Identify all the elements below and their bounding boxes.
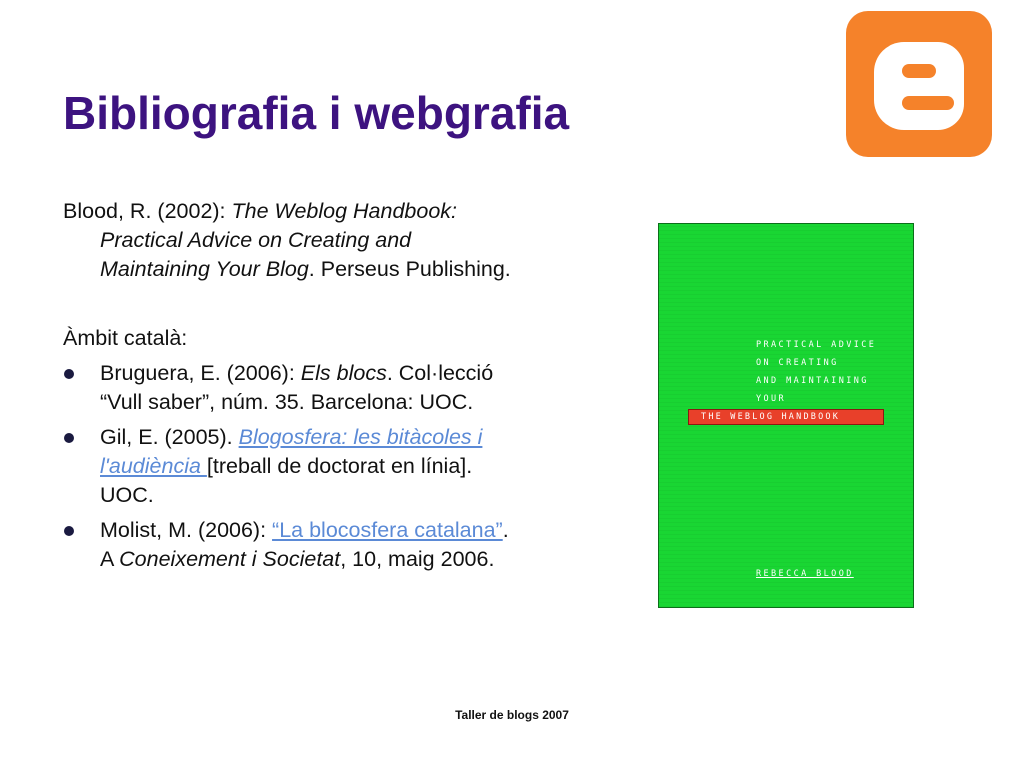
spacer: [63, 284, 513, 324]
main-reference: [63, 197, 513, 284]
blogger-b-glyph: [874, 42, 964, 130]
section-heading: Àmbit català:: [63, 326, 188, 350]
item-suffix: . Col·lecció “Vull saber”, núm. 35. Barcelona: UOC.: [100, 361, 494, 414]
book-tagline: [756, 336, 906, 408]
book-title-band: THE WEBLOG HANDBOOK: [688, 409, 884, 425]
item-suffix: [treball de doctorat en línia]. UOC.: [100, 454, 473, 507]
book-line: AND MAINTAINING: [756, 376, 869, 386]
item-journal: Coneixement i Societat: [119, 547, 341, 571]
logo-bar-bottom: [902, 96, 954, 110]
item-suffix: , 10, maig 2006.: [340, 547, 495, 571]
reference-list: [63, 359, 513, 574]
list-item: [63, 423, 513, 510]
list-item: [63, 516, 513, 574]
book-line: PRACTICAL ADVICE: [756, 340, 877, 350]
blogger-logo-icon: [846, 11, 992, 157]
item-prefix: Molist, M. (2006):: [100, 518, 273, 542]
list-item: [63, 359, 513, 417]
item-middle: . A: [100, 518, 509, 571]
item-title: Els blocs: [300, 361, 387, 385]
book-cover-image: [658, 223, 914, 608]
logo-bar-top: [902, 64, 936, 78]
item-prefix: Gil, E. (2005).: [100, 425, 239, 449]
main-reference-publisher: . Perseus Publishing.: [308, 257, 511, 281]
blogosfera-link[interactable]: Blogosfera: les bitàcoles i l'audiència: [100, 425, 483, 478]
blocosfera-catalana-link[interactable]: “La blocosfera catalana”: [272, 518, 503, 542]
slide-footer: Taller de blogs 2007: [455, 708, 569, 722]
item-prefix: Bruguera, E. (2006):: [100, 361, 301, 385]
slide-title: Bibliografia i webgrafia: [63, 87, 570, 139]
book-line: ON CREATING: [756, 358, 839, 368]
bibliography-content: [63, 197, 513, 580]
main-reference-author: Blood, R. (2002):: [63, 199, 232, 223]
main-reference-title: The Weblog Handbook: Practical Advice on Creating and Maintaining Your Blog: [100, 199, 458, 281]
book-author: REBECCA BLOOD: [756, 569, 854, 579]
book-line: YOUR: [756, 394, 787, 404]
